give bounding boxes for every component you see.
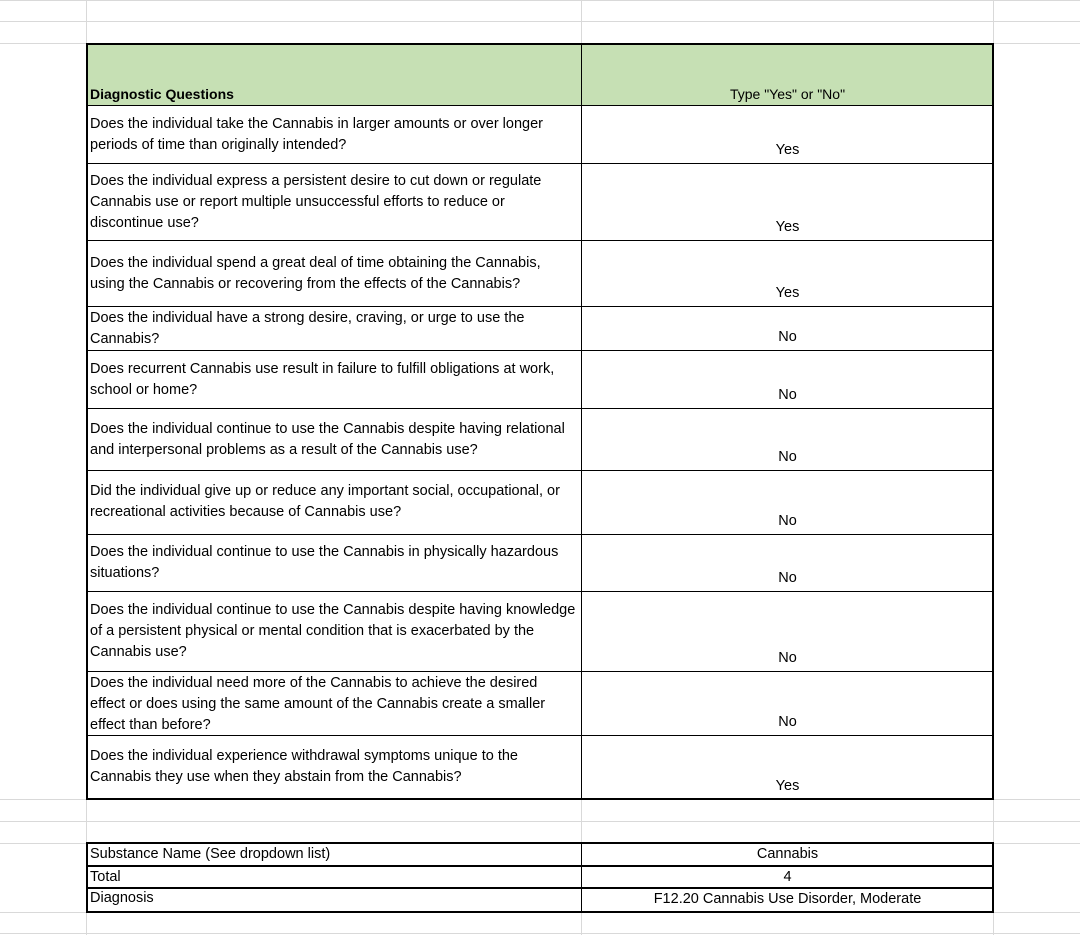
table-row-divider: [86, 735, 994, 737]
answer-value: Yes: [775, 219, 800, 235]
grid-row-line: [0, 933, 1080, 934]
answer-value: No: [778, 449, 797, 465]
question-cell[interactable]: Does the individual spend a great deal of time obtaining the Cannabis, using the Cannabis or recovering from the effects of the Cannabis?: [90, 255, 541, 292]
question-cell[interactable]: Did the individual give up or reduce any important social, occupational, or recreational activities because of Cannabis use?: [90, 483, 560, 520]
table-row-divider: [86, 105, 994, 107]
answer-value: No: [778, 570, 797, 586]
table-row-divider: [86, 350, 994, 352]
header-answer[interactable]: Type "Yes" or "No": [729, 86, 846, 102]
diagnosis-value[interactable]: F12.20 Cannabis Use Disorder, Moderate: [653, 891, 922, 907]
grid-row-line: [0, 0, 1080, 1]
summary-table-border: [86, 842, 994, 913]
answer-value: No: [778, 650, 797, 666]
question-cell[interactable]: Does the individual take the Cannabis in larger amounts or over longer periods of time than originally intended?: [90, 116, 543, 153]
total-label[interactable]: Total: [90, 869, 121, 885]
question-cell[interactable]: Does recurrent Cannabis use result in failure to fulfill obligations at work, school or home?: [90, 361, 555, 398]
grid-row-line: [0, 821, 1080, 822]
substance-name-label[interactable]: Substance Name (See dropdown list): [90, 846, 331, 862]
answer-value: Yes: [775, 778, 800, 794]
answer-value: No: [778, 387, 797, 403]
summary-column-divider: [581, 842, 583, 913]
table-row-divider: [86, 591, 994, 593]
question-cell[interactable]: Does the individual have a strong desire, craving, or urge to use the Cannabis?: [90, 310, 525, 347]
question-cell[interactable]: Does the individual experience withdrawal symptoms unique to the Cannabis they use when they abstain from the Cannabis?: [90, 748, 518, 785]
table-row-divider: [86, 408, 994, 410]
answer-value: Yes: [775, 285, 800, 301]
question-cell[interactable]: Does the individual continue to use the Cannabis in physically hazardous situations?: [90, 544, 559, 581]
answer-value: No: [778, 513, 797, 529]
table-column-divider: [581, 43, 583, 800]
table-row-divider: [86, 240, 994, 242]
table-row-divider: [86, 470, 994, 472]
table-row-divider: [86, 306, 994, 308]
grid-row-line: [0, 21, 1080, 22]
question-cell[interactable]: Does the individual continue to use the Cannabis despite having relational and interpersonal problems as a result of the Cannabis use?: [90, 421, 565, 458]
summary-row-divider: [86, 865, 994, 867]
total-value[interactable]: 4: [783, 869, 792, 885]
summary-row-divider: [86, 887, 994, 889]
answer-value: No: [778, 714, 797, 730]
question-cell[interactable]: Does the individual express a persistent desire to cut down or regulate Cannabis use or report multiple unsuccessful efforts to reduce or discontinue use?: [90, 173, 542, 231]
substance-name-value[interactable]: Cannabis: [756, 846, 819, 862]
questions-table-border: [86, 43, 994, 800]
answer-value: No: [778, 329, 797, 345]
header-diagnostic-questions[interactable]: Diagnostic Questions: [90, 86, 234, 102]
question-cell[interactable]: Does the individual continue to use the Cannabis despite having knowledge of a persistent physical or mental condition that is exacerbated by the Cannabis use?: [90, 602, 576, 660]
diagnosis-label[interactable]: Diagnosis: [90, 890, 154, 906]
table-row-divider: [86, 671, 994, 673]
table-row-divider: [86, 163, 994, 165]
question-cell[interactable]: Does the individual need more of the Cannabis to achieve the desired effect or does using the same amount of the Cannabis create a smaller effect than before?: [90, 675, 546, 733]
answer-value: Yes: [775, 142, 800, 158]
table-row-divider: [86, 534, 994, 536]
